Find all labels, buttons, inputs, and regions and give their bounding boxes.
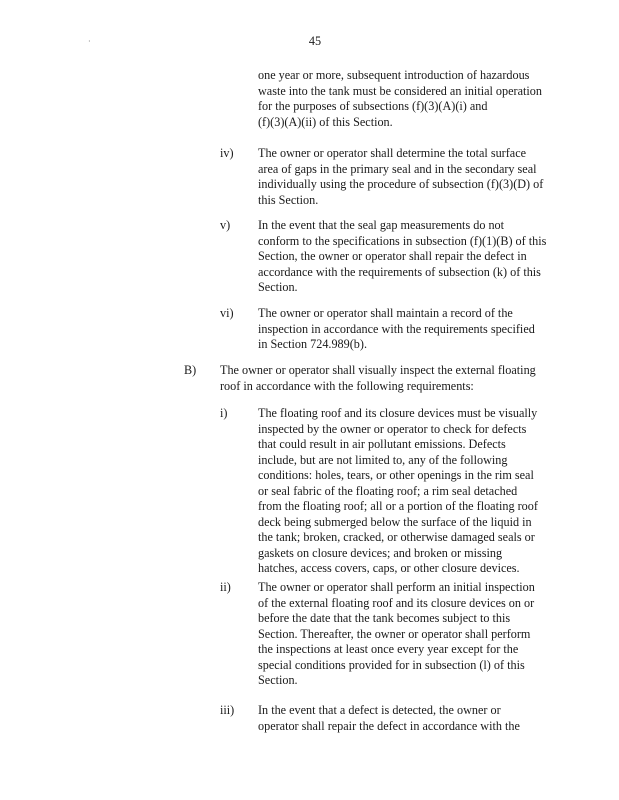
text-line: The floating roof and its closure devices must be visually [258,406,538,420]
text-line: operator shall repair the defect in accordance with the [258,718,520,733]
page-number: 45 [308,34,322,48]
margin-mark: · [88,37,91,46]
text-line: inspected by the owner or operator to check for defects [258,421,527,436]
text-line: The owner or operator shall maintain a record of the [258,306,513,320]
section-marker: B) [184,363,197,377]
text-line: the inspections at least once every year except for the [258,642,519,656]
text-line: hatches, access covers, caps, or other closure devices. [258,561,520,575]
text-line: include, but are not limited to, any of the following [258,452,508,467]
text-line: the tank; broken, cracked, or otherwise damaged seals or [258,530,535,544]
sub-item-marker: iii) [220,703,235,717]
text-line: conform to the specifications in subsection (f)(1)(B) of this [258,233,547,248]
text-line: Section, the owner or operator shall repair the defect in [258,249,527,263]
item-marker: v) [220,218,231,232]
text-line: Section. Thereafter, the owner or operator shall perform [258,626,531,641]
text-line: The owner or operator shall visually inspect the external floating [220,363,536,377]
text-line: waste into the tank must be considered an initial operation [258,83,542,98]
text-line: Section. [258,280,298,294]
text-line: special conditions provided for in subsection (l) of this [258,657,525,672]
text-line: individually using the procedure of subsection (f)(3)(D) of [258,177,544,191]
text-line: The owner or operator shall determine the total surface [258,146,527,160]
item-marker: vi) [220,306,234,320]
text-line: for the purposes of subsections (f)(3)(A)(i) and [258,99,488,113]
text-line: of the external floating roof and its closure devices on or [258,595,535,610]
text-line: this Section. [258,192,319,207]
text-line: or seal fabric of the floating roof; a rim seal detached [258,483,518,498]
text-line: from the floating roof; all or a portion of the floating roof [258,499,538,513]
text-line: in Section 724.989(b). [258,337,367,351]
continuation-paragraph [258,68,542,130]
sub-item-paragraph [258,580,535,689]
text-line: (f)(3)(A)(ii) of this Section. [258,114,393,129]
text-line: deck being submerged below the surface of the liquid in [258,514,532,529]
item-paragraph [258,146,543,208]
text-line: In the event that the seal gap measurements do not [258,218,505,232]
text-line: accordance with the requirements of subsection (k) of this [258,264,541,279]
sub-item-paragraph [258,406,538,577]
text-line: Section. [258,673,298,687]
text-line: inspection in accordance with the requirements specified [258,321,535,336]
text-line: roof in accordance with the following requirements: [220,378,474,393]
text-line: In the event that a defect is detected, the owner or [258,703,501,717]
text-line: gaskets on closure devices; and broken or missing [258,545,503,560]
text-line: The owner or operator shall perform an initial inspection [258,580,535,594]
section-paragraph [220,363,536,394]
item-paragraph [258,306,535,353]
item-paragraph [258,218,546,296]
text-line: one year or more, subsequent introduction of hazardous [258,68,530,82]
text-line: conditions: holes, tears, or other openings in the rim seal [258,468,534,482]
text-line: area of gaps in the primary seal and in the secondary seal [258,161,537,176]
sub-item-marker: i) [220,406,228,420]
text-line: that could result in air pollutant emissions. Defects [258,437,506,451]
sub-item-paragraph [258,703,520,734]
item-marker: iv) [220,146,234,160]
text-line: before the date that the tank becomes subject to this [258,611,511,625]
sub-item-marker: ii) [220,580,231,594]
